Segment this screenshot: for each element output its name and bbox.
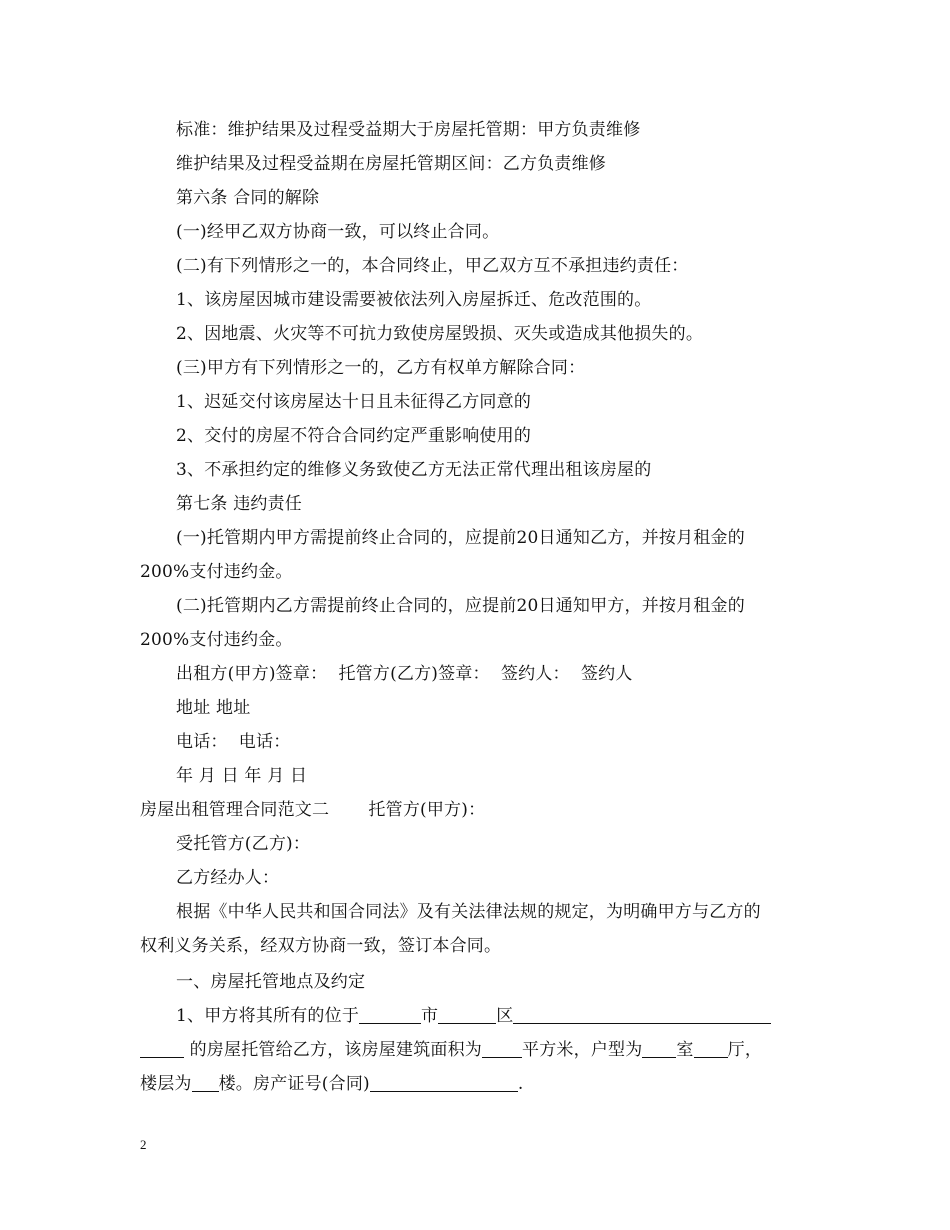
fill-text: 楼层为 xyxy=(140,1074,192,1094)
signature-line: 出租方(甲方)签章： 托管方(乙方)签章： 签约人： 签约人 xyxy=(176,664,633,684)
text-line: 2、因地震、火灾等不可抗力致使房屋毁损、灭失或造成其他损失的。 xyxy=(176,324,704,344)
text-line: 标准：维护结果及过程受益期大于房屋托管期：甲方负责维修 xyxy=(176,120,641,140)
fill-text: 的房屋托管给乙方，该房屋建筑面积为 xyxy=(184,1040,483,1060)
city-blank[interactable] xyxy=(359,1005,421,1024)
fill-in-line xyxy=(140,1033,812,1067)
text-line: 受托管方(乙方)： xyxy=(176,834,311,854)
text-line: 3、不承担约定的维修义务致使乙方无法正常代理出租该房屋的 xyxy=(176,460,652,480)
date-line: 年 月 日 年 月 日 xyxy=(176,766,308,786)
text-line: 1、该房屋因城市建设需要被依法列入房屋拆迁、危改范围的。 xyxy=(176,290,652,310)
address-blank[interactable] xyxy=(513,1005,771,1024)
text-line: 200%支付违约金。 xyxy=(140,630,293,650)
fill-in-line xyxy=(140,1067,812,1101)
text-line: (一)托管期内甲方需提前终止合同的，应提前20日通知乙方，并按月租金的 xyxy=(176,528,745,548)
text-line: 2、交付的房屋不符合合同约定严重影响使用的 xyxy=(176,426,532,446)
district-blank[interactable] xyxy=(438,1005,496,1024)
text-line: (二)有下列情形之一的，本合同终止，甲乙双方互不承担违约责任： xyxy=(176,256,689,276)
text-line: (三)甲方有下列情形之一的，乙方有权单方解除合同： xyxy=(176,358,586,378)
page-number: 2 xyxy=(140,1137,147,1152)
text-line: 根据《中华人民共和国合同法》及有关法律法规的规定，为明确甲方与乙方的 xyxy=(176,902,761,922)
text-line: 权利义务关系，经双方协商一致，签订本合同。 xyxy=(140,936,502,956)
rooms-blank[interactable] xyxy=(642,1039,676,1058)
fill-text: 平方米，户型为 xyxy=(522,1040,643,1060)
address-blank-continued[interactable] xyxy=(140,1039,184,1058)
address-line: 地址 地址 xyxy=(176,698,251,718)
text-line: 维护结果及过程受益期在房屋托管期区间：乙方负责维修 xyxy=(176,154,606,174)
fill-text: 1、甲方将其所有的位于 xyxy=(176,1006,360,1026)
certificate-number-blank[interactable] xyxy=(370,1073,518,1092)
halls-blank[interactable] xyxy=(694,1039,728,1058)
fill-text: 楼。房产证号(合同) xyxy=(218,1074,370,1094)
fill-text: 室 xyxy=(676,1040,694,1060)
phone-line: 电话： 电话： xyxy=(176,732,291,752)
fill-text: . xyxy=(517,1074,524,1094)
section-heading: 第七条 违约责任 xyxy=(176,494,303,514)
text-line: (二)托管期内乙方需提前终止合同的，应提前20日通知甲方，并按月租金的 xyxy=(176,596,745,616)
fill-text: 区 xyxy=(496,1006,514,1026)
document-title-line: 房屋出租管理合同范文二 托管方(甲方)： xyxy=(140,800,486,820)
text-line: (一)经甲乙双方协商一致，可以终止合同。 xyxy=(176,222,500,242)
section-heading: 一、房屋托管地点及约定 xyxy=(176,972,366,992)
fill-text: 市 xyxy=(421,1006,439,1026)
text-line: 乙方经办人： xyxy=(176,868,280,888)
text-line: 1、迟延交付该房屋达十日且未征得乙方同意的 xyxy=(176,392,532,412)
text-line: 200%支付违约金。 xyxy=(140,562,293,582)
fill-in-line xyxy=(140,999,848,1033)
floor-blank[interactable] xyxy=(192,1073,219,1092)
fill-text: 厅， xyxy=(727,1040,763,1060)
area-blank[interactable] xyxy=(482,1039,522,1058)
section-heading: 第六条 合同的解除 xyxy=(176,188,320,208)
